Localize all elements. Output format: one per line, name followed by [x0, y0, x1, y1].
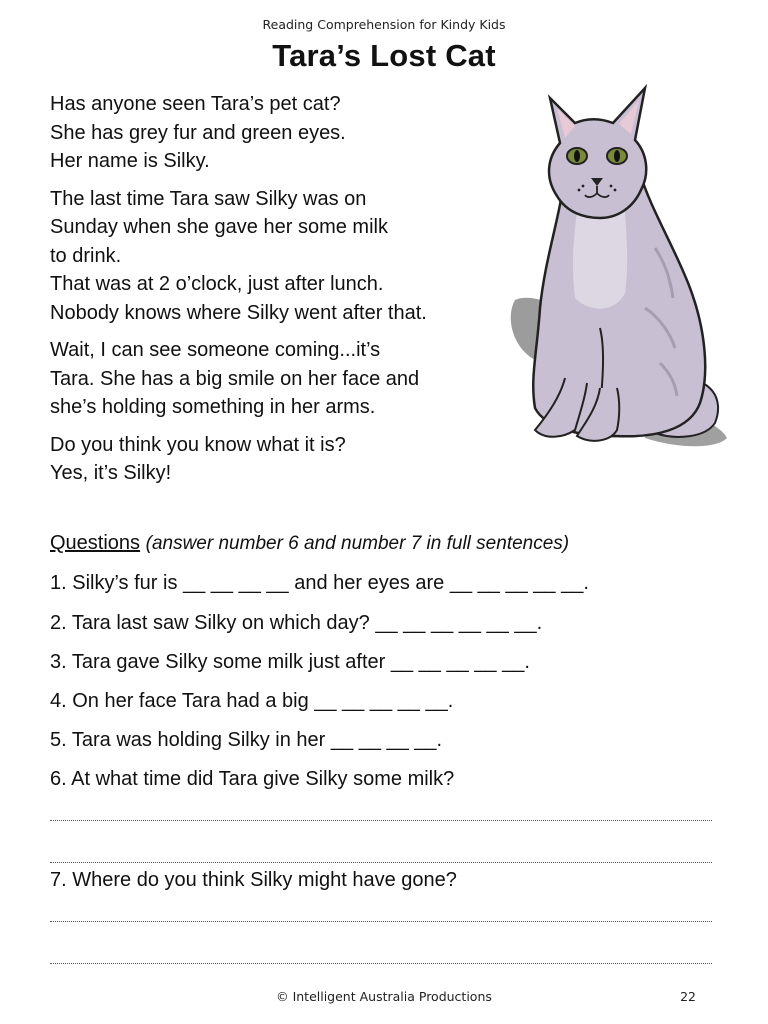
story-text [50, 90, 520, 497]
story-paragraph [50, 185, 520, 328]
story-line: to drink. [50, 244, 122, 267]
story-paragraph [50, 431, 520, 488]
question-2: 2. Tara last saw Silky on which day? __ __ __ __ __ __. [50, 612, 543, 634]
question-5: 5. Tara was holding Silky in her __ __ __ __. [50, 729, 443, 751]
story-line: She has grey fur and green eyes. [50, 121, 346, 144]
questions-label: Questions [50, 532, 141, 554]
answer-line-q6-2[interactable] [50, 862, 712, 863]
story-line: Tara. She has a big smile on her face and [50, 367, 420, 390]
grey-cat-illustration [505, 78, 730, 450]
answer-line-q7-2[interactable] [50, 963, 712, 964]
story-line: Sunday when she gave her some milk [50, 216, 388, 238]
story-paragraph [50, 90, 520, 176]
story-line: Nobody knows where Silky went after that. [50, 301, 427, 324]
question-7: 7. Where do you think Silky might have gone? [50, 869, 457, 891]
worksheet-subtitle: Reading Comprehension for Kindy Kids [262, 17, 506, 32]
question-3: 3. Tara gave Silky some milk just after __ __ __ __ __. [50, 651, 530, 673]
copyright-footer: © Intelligent Australia Productions [276, 989, 492, 1004]
question-1: 1. Silky’s fur is __ __ __ __ and her eyes are __ __ __ __ __. [50, 572, 589, 594]
page-number: 22 [680, 989, 696, 1004]
story-line: That was at 2 o’clock, just after lunch. [50, 273, 384, 295]
story-line: The last time Tara saw Silky was on [50, 187, 367, 210]
questions-heading [50, 532, 569, 555]
story-line: Her name is Silky. [50, 150, 210, 172]
story-line: Do you think you know what it is? [50, 433, 346, 456]
question-4: 4. On her face Tara had a big __ __ __ __ __. [50, 690, 454, 712]
story-line: Has anyone seen Tara’s pet cat? [50, 93, 341, 115]
questions-instruction: (answer number 6 and number 7 in full sentences) [145, 533, 570, 554]
story-paragraph [50, 336, 520, 422]
story-line: she’s holding something in her arms. [50, 396, 376, 418]
story-line: Wait, I can see someone coming...it’s [50, 339, 381, 361]
page-title: Tara’s Lost Cat [272, 38, 496, 73]
question-6: 6. At what time did Tara give Silky some milk? [50, 768, 455, 790]
answer-line-q7-1[interactable] [50, 921, 712, 922]
answer-line-q6-1[interactable] [50, 820, 712, 821]
story-line: Yes, it’s Silky! [50, 462, 172, 484]
